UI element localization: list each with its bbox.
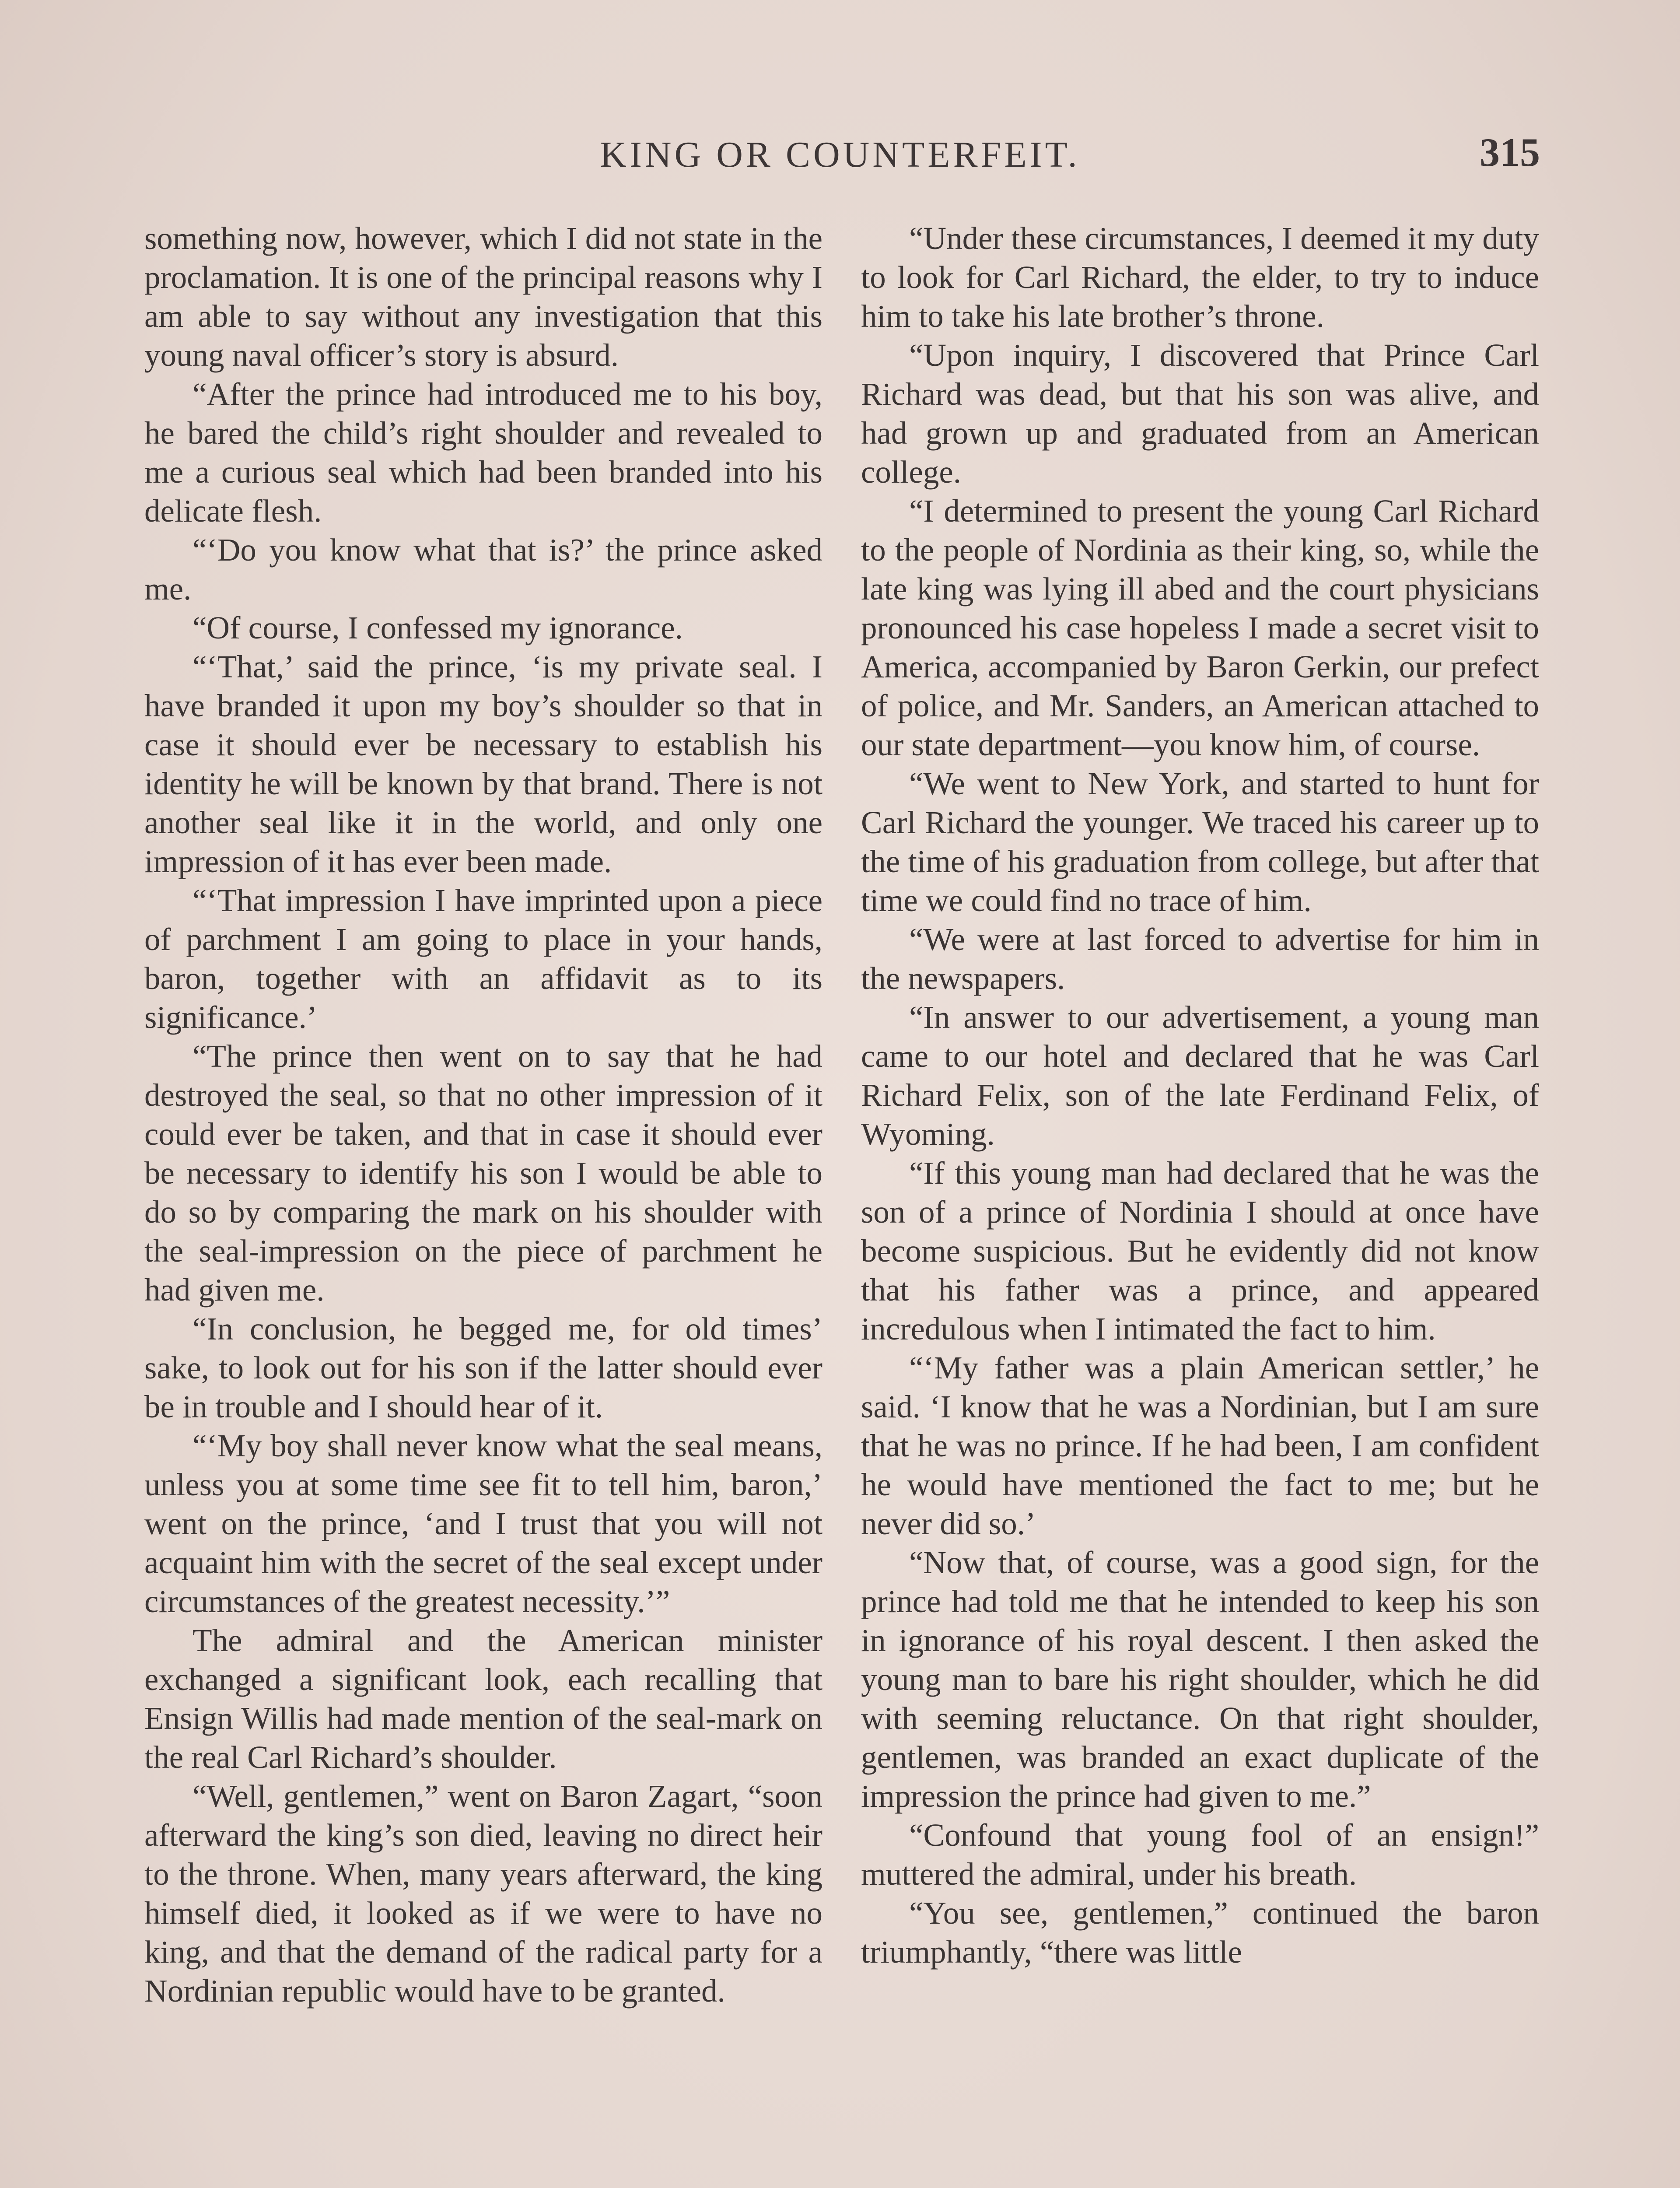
paragraph: “If this young man had declared that he was the son of a prince of Nordinia I should at once have become suspicious. But he evidently did not know that his father was a prince, and appeared incredulous when I intimated the fact to him. [861, 1155, 1539, 1346]
paragraph: “‘My father was a plain American settler,’ he said. ‘I know that he was a Nordinian, but I am sure that he was no prince. If he had been, I am confident he would have mentioned the fact to me; but he never did so.’ [861, 1350, 1539, 1541]
paragraph: “We were at last forced to advertise for him in the newspapers. [861, 922, 1539, 996]
paragraph: “In answer to our advertisement, a young man came to our hotel and declared that he was Carl Richard Felix, son of the late Ferdinand Felix, of Wyoming. [861, 999, 1539, 1152]
right-column [861, 219, 1539, 1971]
paragraph: “You see, gentlemen,” continued the baron triumphantly, “there was little [861, 1895, 1539, 1970]
paragraph: “Upon inquiry, I discovered that Prince Carl Richard was dead, but that his son was alive, and had grown up and graduated from an American college. [861, 337, 1539, 490]
paragraph: “The prince then went on to say that he had destroyed the seal, so that no other impression of it could ever be taken, and that in case it should ever be necessary to identify his son I would be able to do so by comparing the mark on his shoulder with the seal-impression on the piece of parchment he had given me. [144, 1038, 822, 1308]
page-number: 315 [1480, 130, 1540, 175]
paragraph: “Confound that young fool of an ensign!” muttered the admiral, under his breath. [861, 1817, 1539, 1892]
paragraph: “Well, gentlemen,” went on Baron Zagart, “soon afterward the king’s son died, leaving no direct heir to the throne. When, many years afterward, the king himself died, it looked as if we were to have no king, and that the demand of the radical party for a Nordinian republic would have to be granted. [144, 1778, 822, 2009]
paragraph: “After the prince had introduced me to his boy, he bared the child’s right shoulder and revealed to me a curious seal which had been branded into his delicate flesh. [144, 376, 822, 529]
paragraph: something now, however, which I did not state in the proclamation. It is one of the principal reasons why I am able to say without any investigation that this young naval officer’s story is absurd. [144, 221, 822, 373]
paragraph: “‘That,’ said the prince, ‘is my private seal. I have branded it upon my boy’s shoulder so that in case it should ever be necessary to establish his identity he will be known by that brand. There is not another seal like it in the world, and only one impression of it has ever been made. [144, 649, 822, 879]
paragraph: “Now that, of course, was a good sign, for the prince had told me that he intended to keep his son in ignorance of his royal descent. I then asked the young man to bare his right shoulder, which he did with seeming reluctance. On that right shoulder, gentlemen, was branded an exact duplicate of the impression the prince had given to me.” [861, 1545, 1539, 1814]
running-title: KING OR COUNTERFEIT. [600, 134, 1080, 175]
running-head [140, 129, 1540, 182]
paragraph: “Of course, I confessed my ignorance. [192, 610, 683, 645]
paragraph: “We went to New York, and started to hunt for Carl Richard the younger. We traced his career up to the time of his graduation from college, but after that time we could find no trace of him. [861, 766, 1539, 918]
paragraph: “‘Do you know what that is?’ the prince asked me. [144, 532, 822, 607]
paragraph: “In conclusion, he begged me, for old times’ sake, to look out for his son if the latter should ever be in trouble and I should hear of it. [144, 1311, 822, 1424]
paragraph: “‘My boy shall never know what the seal means, unless you at some time see fit to tell him, baron,’ went on the prince, ‘and I trust that you will not acquaint him with the secret of the seal except under circumstances of the greatest necessity.’” [144, 1428, 822, 1619]
left-column [144, 219, 822, 2010]
paragraph: “Under these circumstances, I deemed it my duty to look for Carl Richard, the elder, to try to induce him to take his late brother’s throne. [861, 221, 1539, 334]
paragraph: The admiral and the American minister exchanged a significant look, each recalling that Ensign Willis had made mention of the seal-mark on the real Carl Richard’s shoulder. [144, 1623, 822, 1775]
paragraph: “I determined to present the young Carl Richard to the people of Nordinia as their king, so, while the late king was lying ill abed and the court physicians pronounced his case hopeless I made a secret visit to America, accompanied by Baron Gerkin, our prefect of police, and Mr. Sanders, an American attached to our state department—you know him, of course. [861, 493, 1539, 762]
paragraph: “‘That impression I have imprinted upon a piece of parchment I am going to place in your hands, baron, together with an affidavit as to its significance.’ [144, 883, 822, 1035]
